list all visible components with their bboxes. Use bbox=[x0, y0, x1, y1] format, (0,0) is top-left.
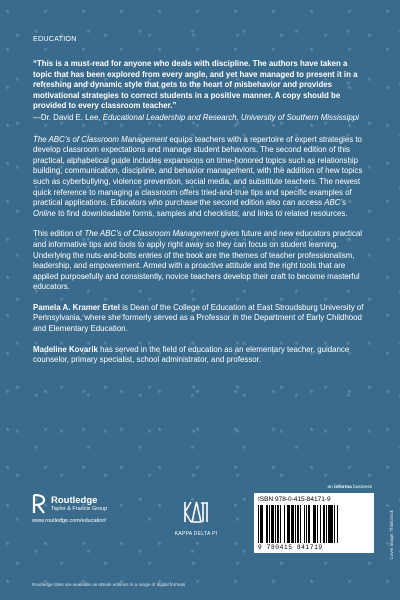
attribution-source: Educational Leadership and Research, University of Southern Mississippi bbox=[102, 112, 359, 122]
barcode-box bbox=[254, 493, 374, 553]
cover-image-credit: Cover image: Thinkstock bbox=[389, 510, 394, 560]
isbn-text: ISBN 978-0-415-84171-9 bbox=[258, 496, 331, 503]
back-cover-text bbox=[33, 34, 368, 376]
barcode-digits: 9 780415 841719 bbox=[258, 544, 323, 551]
online-resource-name: ABC’s Online bbox=[33, 198, 347, 218]
description-text-a: equips teachers with a repertoire of expert strategies to develop classroom expectations and manage student behaviors. The second edition of this practical, alphabetical guide includes expansions on time-honored topics such as relationship building, communication, discipline, and behavior management, with the addition of new topics such as cyberbullying, violence prevention, social media, and substitute teachers. The newest quick reference to managing a classroom offers tried-and-true tips and specific examples of practical applications. Educators who purchase the second edition also can access bbox=[33, 134, 363, 208]
partner-name: KAPPA DELTA PI bbox=[174, 531, 218, 537]
endorsement-quote: “This is a must-read for anyone who deals with discipline. The authors have taken a topic that has been explored from every angle, and yet have managed to present it in a refreshing and dynamic style that gets to the heart of misbehavior and provides motivational strategies to correct students in a positive manner. A copy should be provided to every classroom teacher.” bbox=[33, 59, 358, 111]
imprint-line bbox=[254, 485, 374, 490]
description2-prefix: This edition of bbox=[33, 229, 85, 239]
publisher-block bbox=[32, 494, 147, 524]
barcode-bar bbox=[338, 505, 340, 543]
kappa-delta-pi-logo-icon bbox=[183, 500, 209, 524]
author-bio-1 bbox=[33, 303, 368, 335]
description-text-b: to find downloadable forms, samples and checklists, and links to related resources. bbox=[55, 208, 348, 218]
imprint-prefix: an bbox=[327, 485, 335, 490]
publisher-url: www.routledge.com/education bbox=[32, 518, 106, 524]
publisher-group: Taylor & Francis Group bbox=[51, 505, 108, 512]
category-label: EDUCATION bbox=[33, 34, 77, 43]
description2-text: gives future and new educators practical and informative tips and tools to apply right away so they can focus on student learning. Underlying the nuts-and-bolts entries of the book are the themes of teacher professionalism, leadership, and empowerment. Armed with a proactive attitude and the right tools that are applied purposefully and consistently, novice teachers develop their craft to become masterful educators. bbox=[33, 229, 362, 292]
imprint-brand: informa bbox=[334, 485, 352, 490]
endorsement-attribution bbox=[33, 113, 368, 124]
author-bio-2 bbox=[33, 345, 368, 366]
description-paragraph-1 bbox=[33, 135, 368, 220]
publisher-name: Routledge bbox=[51, 494, 98, 506]
barcode-bars bbox=[258, 505, 370, 543]
author-bio-text-1: is Dean of the College of Education at East Stroudsburg University of Pennsylvania, where she formerly served as a Professor in the Department of Early Childhood and Elementary Education. bbox=[33, 302, 364, 334]
author-bio-text-2: has served in the field of education as an elementary teacher, guidance counselor, primary specialist, school administrator, and professor. bbox=[33, 344, 350, 365]
barcode-block bbox=[254, 485, 374, 553]
imprint-suffix: business bbox=[351, 485, 372, 490]
attribution-prefix: —Dr. David E. Lee, bbox=[33, 112, 103, 122]
author-name-1: Pamela A. Kramer Ertel bbox=[33, 302, 120, 312]
book-title: The ABC’s of Classroom Management bbox=[33, 134, 168, 144]
routledge-logo-icon bbox=[32, 494, 46, 514]
book-title-2: The ABC’s of Classroom Management bbox=[84, 229, 219, 239]
publisher-logo bbox=[32, 494, 147, 514]
description-paragraph-2 bbox=[33, 229, 368, 293]
partner-block bbox=[171, 500, 221, 537]
ebook-note: Routledge titles are available as eBook editions in a range of digital formats bbox=[32, 582, 186, 587]
author-name-2: Madeline Kovarik bbox=[33, 344, 98, 354]
